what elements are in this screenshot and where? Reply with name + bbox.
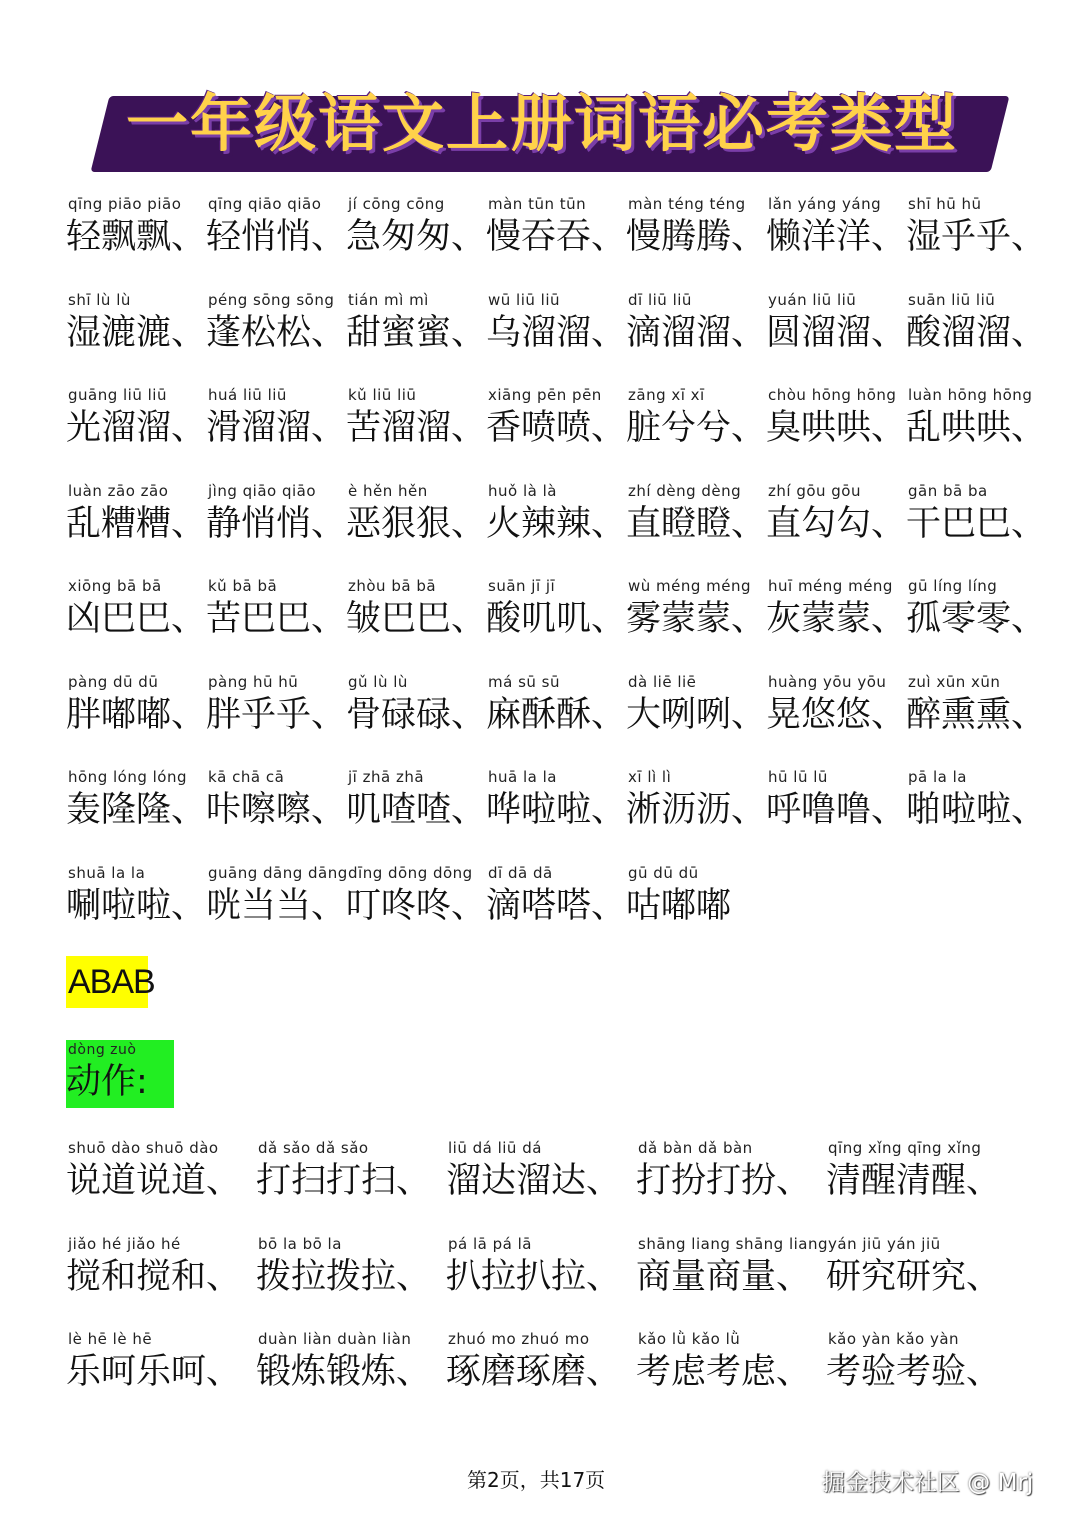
word-item [346,672,486,738]
word-item [626,481,766,547]
word-item [256,1234,431,1300]
word-hanzi: 溜达溜达、 [446,1161,622,1201]
category-text: 动作: [66,1062,148,1102]
word-item [766,576,906,642]
word-hanzi: 孤零零、 [906,599,1047,639]
word-pinyin: guāng liū liū [68,386,167,404]
word-pinyin: suān jī jī [488,577,556,595]
word-hanzi: 滴溜溜、 [626,312,767,353]
word-pinyin: màn tūn tūn [488,195,587,213]
word-hanzi: 乌溜溜、 [486,312,627,353]
word-item [346,290,486,356]
word-hanzi: 凶巴巴、 [66,599,207,639]
word-pinyin: huǒ là là [488,481,557,500]
word-item [346,767,486,833]
page-title: 一年级语文上册词语必考类型 [125,87,958,160]
word-hanzi: 啪啦啦、 [906,790,1047,830]
word-hanzi: 恶狠狠、 [346,503,487,544]
word-pinyin: è hěn hěn [348,481,428,500]
word-hanzi: 考虑考虑、 [636,1352,812,1392]
word-hanzi: 打扮打扮、 [636,1161,812,1201]
word-pinyin: chòu hōng hōng [768,386,897,404]
word-item [346,576,486,642]
word-hanzi: 咔嚓嚓、 [206,790,347,830]
word-item [446,1234,621,1300]
word-hanzi: 琢磨琢磨、 [446,1352,622,1392]
word-hanzi: 胖乎乎、 [206,694,347,735]
word-item [446,1329,621,1395]
word-item [486,194,626,260]
word-item [906,194,1046,260]
word-item [346,481,486,547]
word-hanzi: 静悄悄、 [206,503,347,544]
word-pinyin: lè hē lè hē [68,1330,153,1348]
word-item [626,576,766,642]
word-pinyin: gū líng líng [908,577,998,595]
word-item [206,385,346,451]
word-item [206,194,346,260]
word-pinyin: zhòu bā bā [348,577,437,595]
word-hanzi: 滑溜溜、 [206,408,347,448]
word-item [826,1138,1001,1204]
word-hanzi: 叽喳喳、 [346,790,487,830]
word-item [486,385,626,451]
word-hanzi: 火辣辣、 [486,503,627,544]
word-pinyin: zhuó mo zhuó mo [448,1330,590,1348]
word-item [256,1329,431,1395]
word-pinyin: kǎo lǜ kǎo lǜ [638,1330,741,1348]
word-item [486,481,626,547]
word-item [636,1234,828,1300]
word-pinyin: zāng xī xī [628,386,705,404]
word-pinyin: guāng dāng dāng [208,863,348,882]
word-pinyin: jī zhā zhā [348,768,425,786]
word-pinyin: dī dā dā [488,863,553,882]
word-pinyin: qīng piāo piāo [68,195,182,213]
word-pinyin: wù méng méng [628,577,752,595]
word-pinyin: dà liē liē [628,672,697,691]
word-pinyin: kā chā cā [208,768,285,786]
word-pinyin: shuō dào shuō dào [68,1139,219,1157]
word-pinyin: tián mì mì [348,290,429,309]
word-hanzi: 拨拉拨拉、 [256,1256,432,1297]
word-hanzi: 干巴巴、 [906,503,1047,544]
word-pinyin: lǎn yáng yáng [768,195,882,213]
word-pinyin: péng sōng sōng [208,290,335,309]
word-hanzi: 乱糟糟、 [66,503,207,544]
word-item [66,290,206,356]
word-pinyin: màn téng téng [628,195,746,213]
word-pinyin: dǎ sǎo dǎ sǎo [258,1139,369,1157]
word-hanzi: 苦巴巴、 [206,599,347,639]
title-banner [92,86,1002,174]
word-hanzi: 咕嘟嘟 [626,885,732,926]
word-item [766,290,906,356]
word-item [486,576,626,642]
word-item [626,385,766,451]
word-item [66,576,206,642]
word-item [626,194,766,260]
word-pinyin: jí cōng cōng [348,195,445,213]
word-item [66,1329,241,1395]
word-hanzi: 搅和搅和、 [66,1256,242,1297]
word-pinyin: xiōng bā bā [68,577,162,595]
word-pinyin: zhí dèng dèng [628,481,742,500]
word-pinyin: qīng qiāo qiāo [208,195,322,213]
word-item [346,194,486,260]
word-item [906,385,1046,451]
word-hanzi: 醉熏熏、 [906,694,1047,735]
word-hanzi: 研究研究、 [826,1256,1002,1297]
word-item [626,290,766,356]
word-hanzi: 呼噜噜、 [766,790,907,830]
word-item [626,863,731,929]
word-item [906,767,1046,833]
word-pinyin: dǎ bàn dǎ bàn [638,1139,753,1157]
word-hanzi: 乱哄哄、 [906,408,1047,448]
word-item [626,767,766,833]
word-hanzi: 乐呵乐呵、 [66,1352,242,1392]
word-hanzi: 麻酥酥、 [486,694,627,735]
word-item [906,481,1046,547]
word-pinyin: jìng qiāo qiāo [208,481,317,500]
word-pinyin: shuā la la [68,863,146,882]
page-number: 第2页，共17页 [467,1468,606,1492]
word-pinyin: gān bā ba [908,481,988,500]
word-hanzi: 甜蜜蜜、 [346,312,487,353]
word-pinyin: bō la bō la [258,1234,342,1253]
word-item [636,1329,811,1395]
word-pinyin: shī hū hū [908,195,982,213]
word-pinyin: kǔ liū liū [348,386,417,404]
word-hanzi: 臭哄哄、 [766,408,907,448]
word-hanzi: 香喷喷、 [486,408,627,448]
word-item [66,194,206,260]
word-hanzi: 酸溜溜、 [906,312,1047,353]
word-item [206,481,346,547]
word-hanzi: 大咧咧、 [626,694,767,735]
word-pinyin: hōng lóng lóng [68,768,187,786]
word-pinyin: xī lì lì [628,768,672,786]
word-item [206,863,348,929]
word-hanzi: 滴嗒嗒、 [486,885,627,926]
word-hanzi: 急匆匆、 [346,217,487,257]
abab-section-label: ABAB [66,956,148,1008]
word-item [766,194,906,260]
word-item [486,290,626,356]
word-hanzi: 灰蒙蒙、 [766,599,907,639]
word-hanzi: 哗啦啦、 [486,790,627,830]
word-pinyin: shāng liang shāng liang [638,1234,828,1253]
word-hanzi: 晃悠悠、 [766,694,907,735]
word-hanzi: 扒拉扒拉、 [446,1256,622,1297]
word-item [486,767,626,833]
word-pinyin: yán jiū yán jiū [828,1234,941,1253]
word-item [206,672,346,738]
word-pinyin: pàng hū hū [208,672,299,691]
word-item [66,385,206,451]
word-item [826,1329,1001,1395]
word-hanzi: 直瞪瞪、 [626,503,767,544]
word-item [346,385,486,451]
word-hanzi: 慢腾腾、 [626,217,767,257]
word-pinyin: luàn zāo zāo [68,481,169,500]
word-item [766,481,906,547]
word-item [766,672,906,738]
word-hanzi: 圆溜溜、 [766,312,907,353]
word-item [66,672,206,738]
word-pinyin: gū dū dū [628,863,699,882]
word-item [766,385,906,451]
word-item [766,767,906,833]
word-hanzi: 叮咚咚、 [346,885,487,926]
word-pinyin: pá lā pá lā [448,1234,532,1253]
word-pinyin: shī lù lù [68,290,131,309]
word-item [906,576,1046,642]
word-hanzi: 打扫打扫、 [256,1161,432,1201]
word-item [486,863,626,929]
word-pinyin: pàng dū dū [68,672,159,691]
word-item [66,767,206,833]
word-hanzi: 慢吞吞、 [486,217,627,257]
word-pinyin: huàng yōu yōu [768,672,887,691]
word-item [906,290,1046,356]
word-hanzi: 清醒清醒、 [826,1161,1002,1201]
word-hanzi: 皱巴巴、 [346,599,487,639]
word-hanzi: 胖嘟嘟、 [66,694,207,735]
word-hanzi: 商量商量、 [636,1256,812,1297]
word-pinyin: jiǎo hé jiǎo hé [68,1234,181,1253]
word-item [66,863,206,929]
word-pinyin: hū lū lū [768,768,828,786]
word-pinyin: luàn hōng hōng [908,386,1033,404]
category-label [66,1040,174,1108]
word-pinyin: zuì xūn xūn [908,672,1001,691]
word-pinyin: liū dá liū dá [448,1139,542,1157]
word-item [256,1138,431,1204]
word-item [826,1234,1001,1300]
word-hanzi: 懒洋洋、 [766,217,907,257]
word-hanzi: 湿漉漉、 [66,312,207,353]
category-pinyin: dòng zuò [68,1042,137,1058]
word-pinyin: dīng dōng dōng [348,863,473,882]
word-hanzi: 蓬松松、 [206,312,347,353]
word-hanzi: 脏兮兮、 [626,408,767,448]
word-item [206,767,346,833]
word-hanzi: 淅沥沥、 [626,790,767,830]
word-hanzi: 骨碌碌、 [346,694,487,735]
word-pinyin: má sū sū [488,672,560,691]
word-pinyin: qīng xǐng qīng xǐng [828,1139,982,1157]
word-pinyin: dī liū liū [628,290,692,309]
footer [0,1464,1080,1494]
word-item [636,1138,811,1204]
word-hanzi: 光溜溜、 [66,408,207,448]
word-hanzi: 直勾勾、 [766,503,907,544]
word-hanzi: 锻炼锻炼、 [256,1352,432,1392]
word-item [66,1234,241,1300]
word-pinyin: yuán liū liū [768,290,857,309]
word-pinyin: kǔ bā bā [208,577,278,595]
word-hanzi: 酸叽叽、 [486,599,627,639]
word-hanzi: 咣当当、 [206,885,347,926]
word-pinyin: kǎo yàn kǎo yàn [828,1330,960,1348]
word-item [346,863,486,929]
word-pinyin: huá liū liū [208,386,287,404]
word-hanzi: 说道说道、 [66,1161,242,1201]
word-hanzi: 考验考验、 [826,1352,1002,1392]
word-pinyin: huā la la [488,768,557,786]
word-hanzi: 湿乎乎、 [906,217,1047,257]
word-item [206,290,346,356]
word-pinyin: suān liū liū [908,290,996,309]
word-item [906,672,1046,738]
word-pinyin: gǔ lù lù [348,672,408,691]
word-hanzi: 雾蒙蒙、 [626,599,767,639]
word-item [66,481,206,547]
word-hanzi: 轻飘飘、 [66,217,207,257]
word-hanzi: 苦溜溜、 [346,408,487,448]
word-item [486,672,626,738]
word-pinyin: xiāng pēn pēn [488,386,602,404]
word-item [206,576,346,642]
word-hanzi: 轰隆隆、 [66,790,207,830]
watermark: 掘金技术社区 @ Mrj [822,1470,1034,1496]
word-item [446,1138,621,1204]
word-item [66,1138,241,1204]
word-pinyin: pā la la [908,768,967,786]
word-pinyin: duàn liàn duàn liàn [258,1330,412,1348]
word-item [626,672,766,738]
word-pinyin: wū liū liū [488,290,560,309]
word-pinyin: zhí gōu gōu [768,481,861,500]
word-hanzi: 轻悄悄、 [206,217,347,257]
word-hanzi: 唰啦啦、 [66,885,207,926]
word-pinyin: huī méng méng [768,577,893,595]
